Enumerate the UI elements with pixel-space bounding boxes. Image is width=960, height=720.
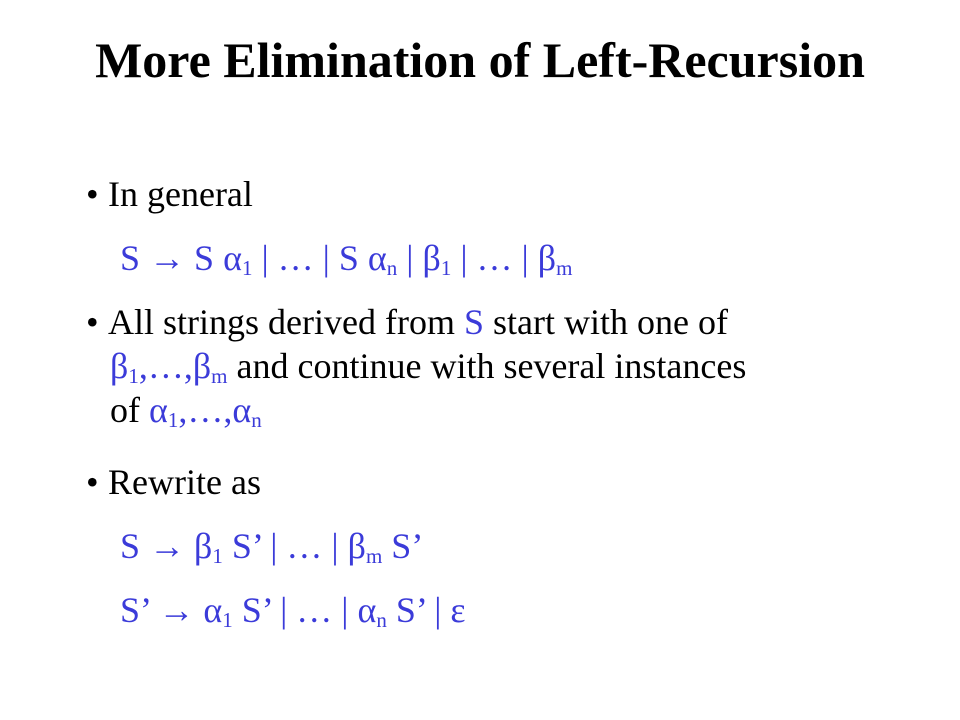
subscript: 1	[212, 544, 223, 568]
bullet-all-strings-line2	[110, 344, 746, 388]
grammar-rule-s-prime-rewrite	[120, 588, 466, 632]
subscript: m	[365, 544, 383, 568]
bullet-text: All strings derived from	[108, 302, 464, 342]
subscript: m	[211, 364, 228, 388]
alpha-symbol: α	[367, 238, 387, 278]
separator: | … |	[280, 590, 349, 630]
symbol-s: S	[120, 238, 141, 278]
symbol-s-prime: S’	[241, 590, 272, 630]
subscript: 1	[128, 364, 139, 388]
separator: | … |	[270, 526, 339, 566]
epsilon-symbol: ε	[450, 590, 466, 630]
symbol-s-prime: S’	[395, 590, 426, 630]
separator: |	[434, 590, 442, 630]
beta-symbol: β	[192, 346, 212, 386]
subscript: m	[556, 256, 573, 280]
beta-symbol: β	[537, 238, 557, 278]
arrow-icon: →	[158, 590, 195, 630]
subscript: 1	[440, 256, 452, 280]
beta-symbol: β	[194, 526, 213, 566]
ellipsis: ,…,	[178, 390, 233, 430]
arrow-icon: →	[149, 238, 186, 278]
beta-symbol: β	[422, 238, 441, 278]
symbol-s-prime: S’	[391, 526, 424, 566]
arrow-icon: →	[149, 526, 186, 566]
ellipsis: ,…,	[138, 346, 193, 386]
bullet-text: In general	[108, 174, 253, 214]
symbol-s: S	[194, 238, 215, 278]
alpha-symbol: α	[232, 390, 252, 430]
symbol-s: S	[463, 302, 484, 342]
bullet-text: Rewrite as	[108, 462, 261, 502]
beta-symbol: β	[110, 346, 129, 386]
bullet-dot: •	[86, 174, 99, 214]
subscript: 1	[241, 256, 253, 280]
beta-symbol: β	[347, 526, 366, 566]
slide-title: More Elimination of Left-Recursion	[95, 32, 865, 88]
separator: |	[406, 238, 414, 278]
alpha-symbol: α	[223, 238, 242, 278]
grammar-rule-left-recursive	[120, 236, 572, 280]
bullet-in-general	[86, 172, 253, 216]
symbol-s-prime: S’	[231, 526, 262, 566]
alpha-symbol: α	[203, 590, 223, 630]
subscript: n	[251, 408, 262, 432]
separator: | … |	[460, 238, 529, 278]
subscript: 1	[222, 608, 233, 632]
separator: | … |	[261, 238, 330, 278]
bullet-text: and continue with several instances	[227, 346, 747, 386]
alpha-symbol: α	[149, 390, 168, 430]
symbol-s: S	[338, 238, 359, 278]
subscript: n	[386, 256, 398, 280]
bullet-all-strings	[86, 300, 728, 344]
bullet-dot: •	[86, 462, 99, 502]
grammar-rule-s-rewrite	[120, 524, 423, 568]
bullet-all-strings-line3	[110, 388, 262, 432]
symbol-s: S	[120, 526, 141, 566]
bullet-rewrite-as	[86, 460, 261, 504]
subscript: 1	[167, 408, 179, 432]
alpha-symbol: α	[357, 590, 377, 630]
bullet-dot: •	[86, 302, 99, 342]
subscript: n	[376, 608, 387, 632]
symbol-s-prime: S’	[120, 590, 150, 630]
bullet-text: start with one of	[483, 302, 728, 342]
bullet-text: of	[110, 390, 149, 430]
